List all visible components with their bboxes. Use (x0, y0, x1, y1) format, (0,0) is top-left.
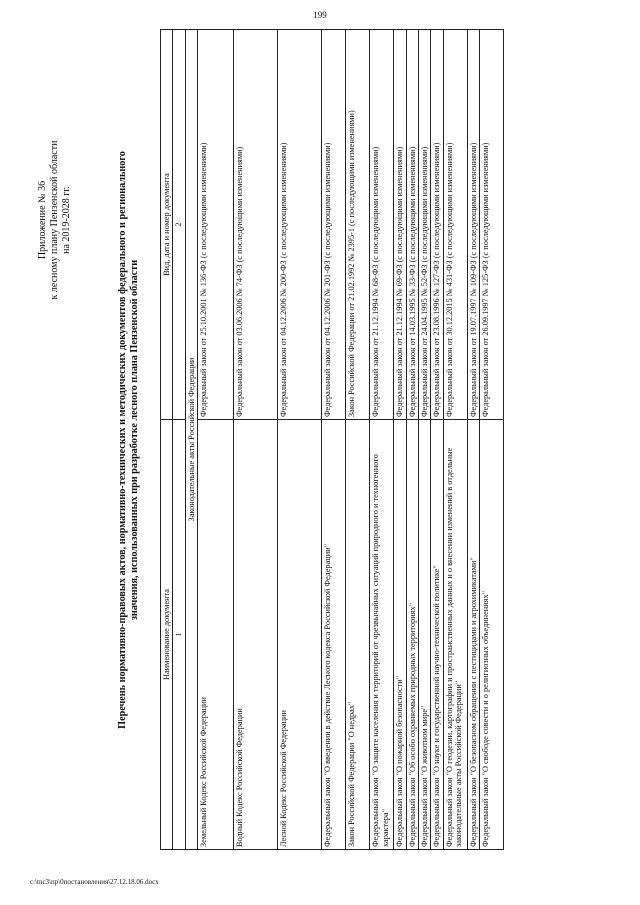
rotated-sheet (35, 30, 625, 850)
table-row (198, 30, 234, 850)
column-number-row (173, 30, 185, 850)
document-reference: Федеральный закон от 19.07.1997 № 109-ФЗ (с последующими изменениями) (467, 30, 479, 420)
appendix-block (37, 70, 73, 370)
document-title (117, 50, 141, 830)
table-row (370, 30, 394, 850)
table-row (443, 30, 467, 850)
table-row (346, 30, 370, 850)
document-reference: Федеральный закон от 21.12.1994 № 69-ФЗ (с последующими изменениями) (394, 30, 406, 420)
section-row (185, 30, 197, 850)
table-row (419, 30, 431, 850)
table-row (467, 30, 479, 850)
appendix-line-1: Приложение № 36 (37, 180, 48, 260)
document-reference: Федеральный закон от 14.03.1995 № 33-ФЗ (с последующими изменениями) (406, 30, 418, 420)
document-name: Водный Кодекс Российской Федерации (234, 420, 278, 850)
document-name: Федеральный закон "Об особо охраняемых природных территориях" (406, 420, 418, 850)
document-name: Федеральный закон "О пожарной безопасности" (394, 420, 406, 850)
page-number: 199 (313, 10, 327, 20)
table-header-row (161, 30, 173, 850)
document-reference: Федеральный закон от 21.12.1994 № 68-ФЗ (с последующими изменениями) (370, 30, 394, 420)
document-reference: Федеральный закон от 04.12.2006 № 200-ФЗ (с последующими изменениями) (278, 30, 322, 420)
table-row (278, 30, 322, 850)
file-path-footer: c:\tnc3\пр\0постановления\27.12.18.06.docx (30, 878, 159, 886)
header-ref: Вид, дата и номер документа (161, 30, 173, 420)
document-name: Федеральный закон "О свободе совести и о религиозных объединениях" (480, 420, 504, 850)
document-name: Федеральный закон "О геодезии, картографии и пространственных данных и о внесении изменений в отдельные законодательные акты Российской Федерации" (443, 420, 467, 850)
document-name: Федеральный закон "О науке и государственной научно-технической политике" (431, 420, 443, 850)
title-line-1: Перечень нормативно-правовых актов, нормативно-технических и методических документов федерального и регионального (117, 151, 128, 729)
header-name: Наименование документа (161, 420, 173, 850)
appendix-line-2: к лесному плану Пензенской области (49, 140, 60, 300)
table-row (234, 30, 278, 850)
document-reference: Федеральный закон от 26.09.1997 № 125-ФЗ (с последующими изменениями) (480, 30, 504, 420)
document-reference: Федеральный закон от 04.12.2006 № 201-ФЗ (с последующими изменениями) (322, 30, 346, 420)
appendix-line-3: на 2019-2028 гг. (61, 186, 72, 254)
table-row (394, 30, 406, 850)
document-reference: Федеральный закон от 03.06.2006 № 74-ФЗ (с последующими изменениями) (234, 30, 278, 420)
document-name: Федеральный закон "О животном мире" (419, 420, 431, 850)
document-reference: Федеральный закон от 30.12.2015 № 431-ФЗ (с последующими изменениями) (443, 30, 467, 420)
document-header (35, 30, 160, 850)
documents-table (160, 29, 504, 850)
document-name: Федеральный закон "О защите населения и территорий от чрезвычайных ситуаций природного и техногенного характера" (370, 420, 394, 850)
table-row (480, 30, 504, 850)
col-number-1: 1 (173, 420, 185, 850)
document-name: Лесной Кодекс Российской Федерации (278, 420, 322, 850)
section-title: Законодательные акты Российской Федерации (185, 30, 197, 850)
document-name: Федеральный закон "О введении в действие Лесного кодекса Российской Федерации" (322, 420, 346, 850)
col-number-2: 2 (173, 30, 185, 420)
document-reference: Закон Российской Федерации от 21.02.1992 № 2395-1 (с последующими изменениями) (346, 30, 370, 420)
title-line-2: значения, использованных при разработке лесного плана Пензенской области (129, 259, 140, 621)
document-name: Федеральный закон "О безопасном обращении с пестицидами и агрохимикатами" (467, 420, 479, 850)
table-row (322, 30, 346, 850)
document-name: Закон Российской Федерации "О недрах" (346, 420, 370, 850)
document-reference: Федеральный закон от 23.08.1996 № 127-ФЗ (с последующими изменениями) (431, 30, 443, 420)
document-reference: Федеральный закон от 25.10.2001 № 136-ФЗ (с последующими изменениями) (198, 30, 234, 420)
table-row (431, 30, 443, 850)
table-row (406, 30, 418, 850)
document-name: Земельный Кодекс Российской Федерации (198, 420, 234, 850)
document-reference: Федеральный закон от 24.04.1995 № 52-ФЗ (с последующими изменениями) (419, 30, 431, 420)
